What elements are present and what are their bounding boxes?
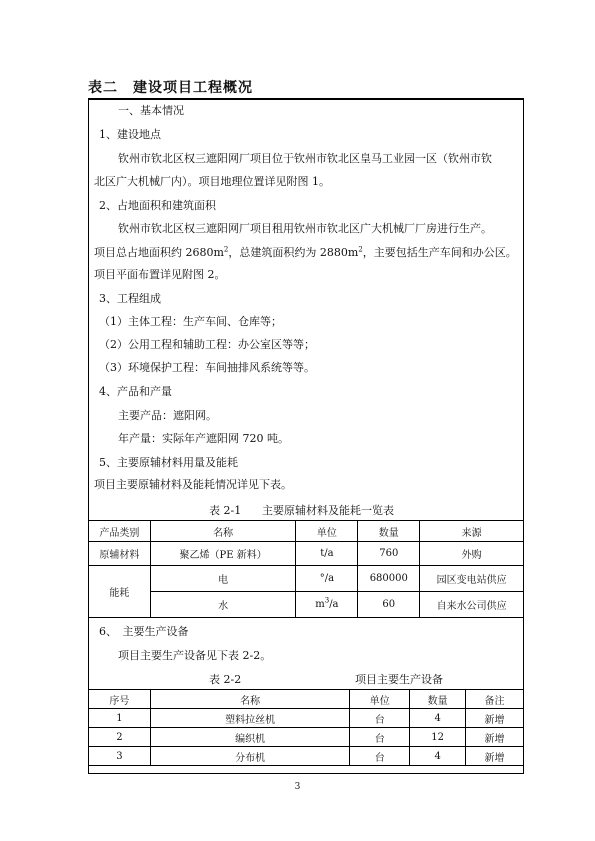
cell-quantity: 4 [410, 747, 466, 766]
cell-index: 3 [89, 747, 151, 766]
unit-m: m [315, 599, 325, 610]
table-row [89, 592, 524, 618]
subsection-area: 2、占地面积和建筑面积 [99, 199, 216, 212]
header-remark: 备注 [466, 690, 524, 709]
cell-unit: °/a [296, 566, 358, 592]
table-header-row [89, 690, 524, 709]
cell-unit: 台 [350, 747, 410, 766]
cell-quantity: 760 [358, 542, 420, 566]
cell-source: 自来水公司供应 [420, 592, 524, 618]
cell-index: 1 [89, 709, 151, 728]
section-heading: 表二 建设项目工程概况 [88, 80, 253, 96]
cell-unit [296, 592, 358, 618]
header-category: 产品类别 [89, 521, 151, 542]
paragraph-area-2 [94, 246, 517, 260]
table1-caption-number: 表 2-1 [209, 504, 242, 517]
header-name: 名称 [150, 690, 350, 709]
subsection-equipment: 6、 主要生产设备 [99, 625, 189, 638]
table2-caption-title: 项目主要生产设备 [355, 673, 443, 686]
paragraph-location-2: 北区广大机械厂内）。项目地理位置详见附图 1。 [94, 175, 330, 188]
cell-name: 水 [150, 592, 296, 618]
area-sup-2: 2 [358, 245, 363, 254]
page-number: 3 [294, 782, 301, 792]
paragraph-area-3: 项目平面布置详见附图 2。 [94, 268, 226, 281]
cell-remark: 新增 [466, 728, 524, 747]
annual-output: 年产量：实际年产遮阳网 720 吨。 [118, 432, 289, 445]
header-unit: 单位 [296, 521, 358, 542]
cell-quantity: 4 [410, 709, 466, 728]
paragraph-equipment: 项目主要生产设备见下表 2-2。 [118, 649, 272, 662]
section-basic-info: 一、基本情况 [118, 104, 184, 117]
cell-quantity: 12 [410, 728, 466, 747]
paragraph-materials: 项目主要原辅材料及能耗情况详见下表。 [94, 478, 292, 491]
table-header-row [89, 521, 524, 542]
table-row [89, 728, 524, 747]
header-index: 序号 [89, 690, 151, 709]
subsection-materials: 5、主要原辅材料用量及能耗 [99, 456, 238, 469]
cell-category-energy: 能耗 [89, 566, 151, 618]
table-row [89, 542, 524, 566]
cell-unit: 台 [350, 728, 410, 747]
header-name: 名称 [150, 521, 296, 542]
cell-quantity: 680000 [358, 566, 420, 592]
composition-item-1: （1）主体工程：生产车间、仓库等； [99, 315, 282, 328]
main-product: 主要产品：遮阳网。 [118, 409, 217, 422]
header-unit: 单位 [350, 690, 410, 709]
cell-name: 分布机 [150, 747, 350, 766]
cell-unit: t/a [296, 542, 358, 566]
cell-source: 外购 [420, 542, 524, 566]
composition-item-3: （3）环境保护工程：车间抽排风系统等等。 [99, 361, 315, 374]
cell-name: 编织机 [150, 728, 350, 747]
cell-quantity: 60 [358, 592, 420, 618]
table-row [89, 709, 524, 728]
paragraph-area-1: 钦州市钦北区权三遮阳网厂项目租用钦州市钦北区广大机械厂厂房进行生产。 [118, 222, 492, 235]
table-row [89, 747, 524, 766]
cell-name: 塑料拉丝机 [150, 709, 350, 728]
header-quantity: 数量 [410, 690, 466, 709]
cell-name: 电 [150, 566, 296, 592]
table-row [89, 566, 524, 592]
cell-category: 原辅材料 [89, 542, 151, 566]
materials-table [88, 520, 524, 618]
table2-caption-number: 表 2-2 [209, 673, 242, 686]
header-source: 来源 [420, 521, 524, 542]
subsection-composition: 3、工程组成 [99, 292, 161, 305]
cell-name: 聚乙烯（PE 新料） [150, 542, 296, 566]
cell-source: 园区变电站供应 [420, 566, 524, 592]
cell-unit: 台 [350, 709, 410, 728]
area-text-3: ，主要包括生产车间和办公区。 [362, 246, 517, 259]
header-quantity: 数量 [358, 521, 420, 542]
cell-remark: 新增 [466, 747, 524, 766]
table1-caption-title: 主要原辅材料及能耗一览表 [262, 504, 394, 517]
composition-item-2: （2）公用工程和辅助工程：办公室区等等； [99, 338, 315, 351]
area-text-1: 项目总占地面积约 2680m [94, 246, 224, 259]
area-sup-1: 2 [223, 245, 229, 254]
area-text-2: ，总建筑面积约为 2880m [228, 246, 359, 259]
unit-per-year: /a [329, 599, 339, 610]
subsection-location: 1、建设地点 [99, 128, 161, 141]
subsection-products: 4、产品和产量 [99, 385, 172, 398]
unit-sup: 3 [324, 596, 330, 605]
equipment-table [88, 689, 524, 766]
paragraph-location-1: 钦州市钦北区权三遮阳网厂项目位于钦州市钦北区皇马工业园一区（钦州市钦 [118, 152, 492, 165]
cell-index: 2 [89, 728, 151, 747]
cell-remark: 新增 [466, 709, 524, 728]
